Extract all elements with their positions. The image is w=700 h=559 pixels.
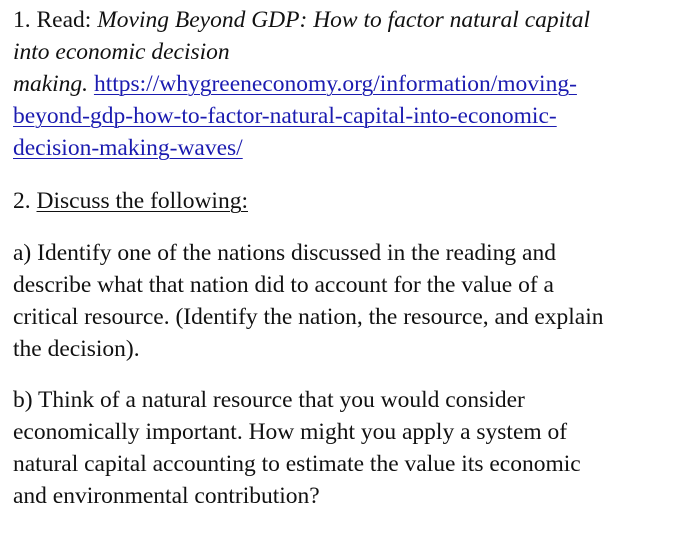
reading-url-link-part-2[interactable]: beyond-gdp-how-to-factor-natural-capital-into-economic- (13, 103, 557, 129)
question-b (13, 384, 686, 512)
question-a-line: a) Identify one of the nations discussed in the reading and (13, 240, 556, 266)
question-a-line: critical resource. (Identify the nation, the resource, and explain (13, 304, 604, 330)
reading-title-part-2: into economic decision (13, 39, 230, 65)
reading-url-link-part-3[interactable]: decision-making-waves/ (13, 135, 243, 161)
reading-title-part-1: Moving Beyond GDP: How to factor natural capital (97, 7, 590, 33)
reading-line-1 (13, 4, 686, 36)
reading-line-3 (13, 68, 686, 100)
read-label: Read: (36, 7, 92, 33)
reading-url-link-part-1[interactable]: https://whygreeneconomy.org/information/moving- (93, 71, 577, 97)
reading-line-5 (13, 132, 686, 164)
discussion-line (13, 185, 686, 217)
question-b-line: b) Think of a natural resource that you would consider (13, 387, 525, 413)
reading-assignment (13, 4, 686, 164)
question-a (13, 237, 686, 365)
question-a-line: describe what that nation did to account for the value of a (13, 272, 554, 298)
reading-line-4 (13, 100, 686, 132)
item-number: 1. (13, 7, 31, 33)
question-b-line: natural capital accounting to estimate the value its economic (13, 451, 581, 477)
discussion-heading (13, 185, 686, 217)
question-b-line: economically important. How might you apply a system of (13, 419, 568, 445)
reading-title-part-3: making. (13, 71, 89, 97)
question-a-line: the decision). (13, 336, 140, 362)
item-number-2: 2. (13, 188, 31, 214)
question-b-line: and environmental contribution? (13, 483, 320, 509)
discuss-label: Discuss the following: (36, 188, 248, 214)
